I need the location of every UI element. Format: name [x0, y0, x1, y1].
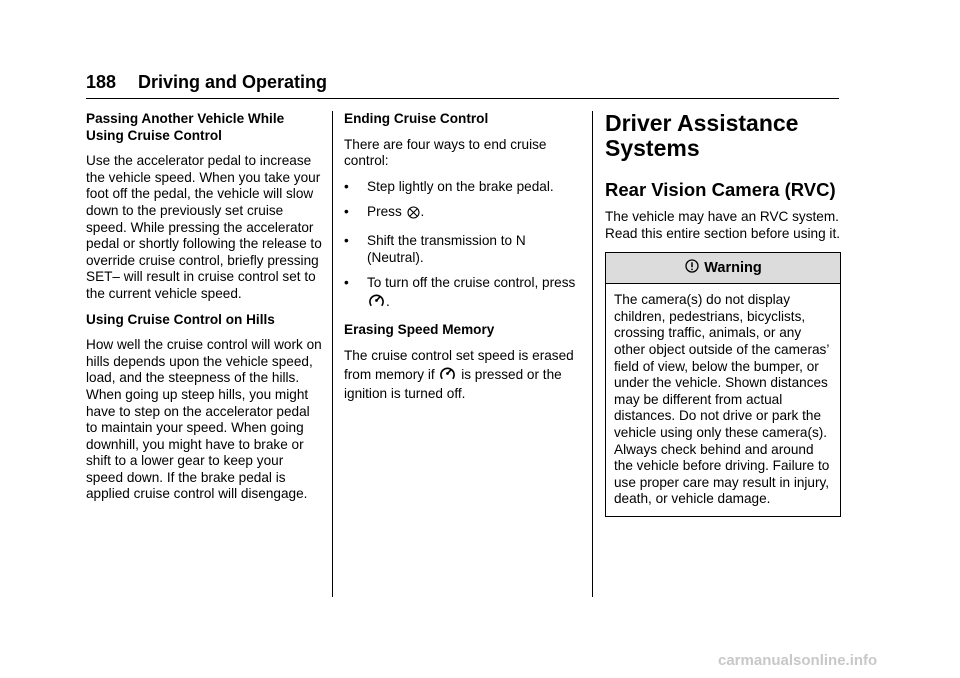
column-divider — [592, 111, 593, 597]
watermark: carmanualsonline.info — [718, 652, 878, 669]
column-divider — [332, 111, 333, 597]
subheading: Erasing Speed Memory — [344, 322, 495, 338]
column-3 — [605, 111, 841, 517]
warning-header — [606, 253, 840, 284]
warning-text: The camera(s) do not display children, pedestrians, bicyclists, crossing traffic, animals, or any other object outside of the cameras’ field of view, below the bumper, or under the vehicle. Shown distances may be different from actual distances. Do not drive or park the vehicle using only these camera(s). Always check behind and around the vehicle before driving. Failure to use proper care may result in injury, death, or vehicle damage. — [614, 292, 830, 507]
bullet-mark: • — [344, 232, 349, 248]
page-number: 188 — [86, 72, 117, 92]
subheading: Passing Another Vehicle While Using Cruise Control — [86, 111, 285, 143]
list-item: • Shift the transmission to N (Neutral). — [344, 232, 526, 265]
warning-label: Warning — [704, 259, 762, 276]
list-item: • Press . — [344, 204, 584, 224]
paragraph: The cruise control set speed is erased from memory if is pressed or the ignition is turned off. — [344, 347, 574, 402]
bullet-mark: • — [344, 178, 349, 194]
section-heading: Driver Assistance Systems — [605, 110, 799, 161]
paragraph: How well the cruise control will work on hills depends upon the vehicle speed, load, and the steepness of the hills. When going up steep hills, you might have to step on the accelerator pedal to maintain your speed. When going downhill, you might have to brake or shift to a lower gear to keep your speed down. If the brake pedal is applied cruise control will disengage. — [86, 337, 322, 502]
subheading: Using Cruise Control on Hills — [86, 311, 275, 327]
paragraph: Use the accelerator pedal to increase the vehicle speed. When you take your foot off the pedal, the vehicle will slow down to the previously set cruise speed. While pressing the accelerator pedal or shortly following the release to override cruise control, briefly pressing SET– will result in cruise control set to the current vehicle speed. — [86, 153, 322, 301]
cruise-control-icon — [439, 365, 456, 387]
column-1 — [86, 111, 324, 512]
warning-icon — [685, 259, 699, 278]
list-item: • Step lightly on the brake pedal. — [344, 178, 554, 194]
section-title: Driving and Operating — [138, 72, 328, 92]
subheading: Ending Cruise Control — [344, 111, 489, 126]
warning-box — [605, 252, 841, 517]
paragraph: There are four ways to end cruise control: — [344, 136, 547, 169]
bullet-mark: • — [344, 275, 349, 291]
cruise-control-icon — [368, 292, 385, 314]
paragraph: The vehicle may have an RVC system. Read this entire section before using it. — [605, 209, 841, 241]
bullet-mark: • — [344, 204, 349, 220]
cancel-cruise-icon — [407, 206, 420, 224]
column-2 — [344, 111, 584, 412]
page-header — [86, 70, 839, 99]
list-item: • To turn off the cruise control, press . — [344, 275, 584, 313]
subsection-heading: Rear Vision Camera (RVC) — [605, 179, 836, 200]
